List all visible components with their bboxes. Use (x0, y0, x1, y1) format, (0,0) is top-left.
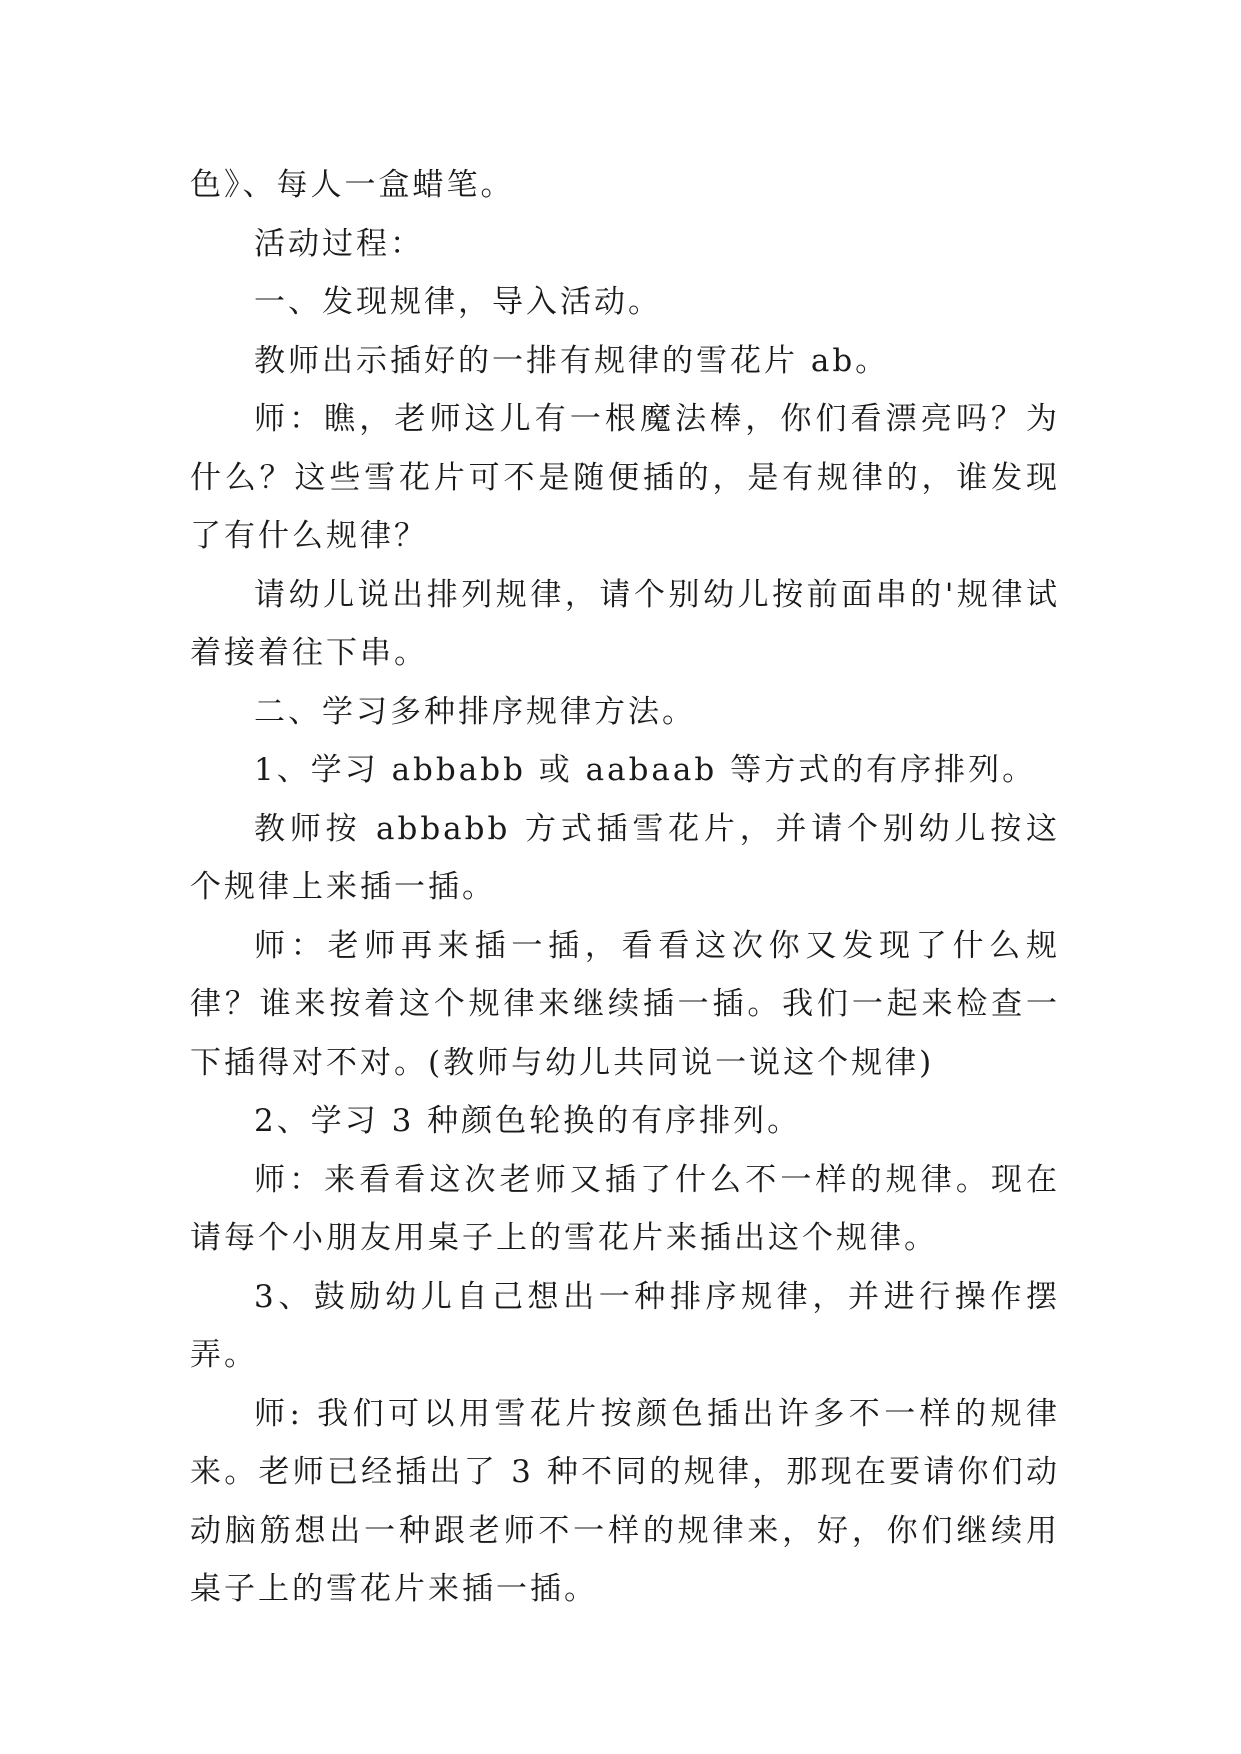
paragraph-materials-end: 色》、每人一盒蜡笔。 (190, 167, 515, 203)
document-body (190, 156, 1060, 1619)
paragraph-subsection-two: 2、学习 3 种颜色轮换的有序排列。 (254, 1103, 802, 1139)
paragraph: 请幼儿说出排列规律，请个别幼儿按前面串的'规律试着接着往下串。 (190, 576, 1060, 671)
paragraph: 师: 我们可以用雪花片按颜色插出许多不一样的规律来。老师已经插出了 3 种不同的规律，那现在要请你们动动脑筋想出一种跟老师不一样的规律来，好，你们继续用桌子上的雪花片来插一插。 (190, 1395, 1060, 1607)
paragraph-subsection-one: 1、学习 abbabb 或 aabaab 等方式的有序排列。 (254, 752, 1037, 788)
paragraph-activity-process-heading: 活动过程： (254, 225, 424, 262)
paragraph-section-one-heading: 一、发现规律，导入活动。 (254, 284, 662, 320)
paragraph: 教师出示插好的一排有规律的雪花片 ab。 (254, 342, 890, 379)
paragraph: 师：来看看这次老师又插了什么不一样的规律。现在请每个小朋友用桌子上的雪花片来插出这个规律。 (190, 1161, 1060, 1256)
paragraph-section-two-heading: 二、学习多种排序规律方法。 (254, 693, 696, 730)
paragraph: 师：老师再来插一插，看看这次你又发现了什么规律？谁来按着这个规律来继续插一插。我们一起来检查一下插得对不对。(教师与幼儿共同说一说这个规律) (190, 927, 1060, 1081)
paragraph: 师：瞧，老师这儿有一根魔法棒，你们看漂亮吗？为什么？这些雪花片可不是随便插的，是有规律的，谁发现了有什么规律？ (190, 401, 1060, 554)
paragraph: 教师按 abbabb 方式插雪花片，并请个别幼儿按这个规律上来插一插。 (190, 810, 1060, 905)
paragraph-subsection-three: 3、鼓励幼儿自己想出一种排序规律，并进行操作摆弄。 (190, 1278, 1060, 1373)
